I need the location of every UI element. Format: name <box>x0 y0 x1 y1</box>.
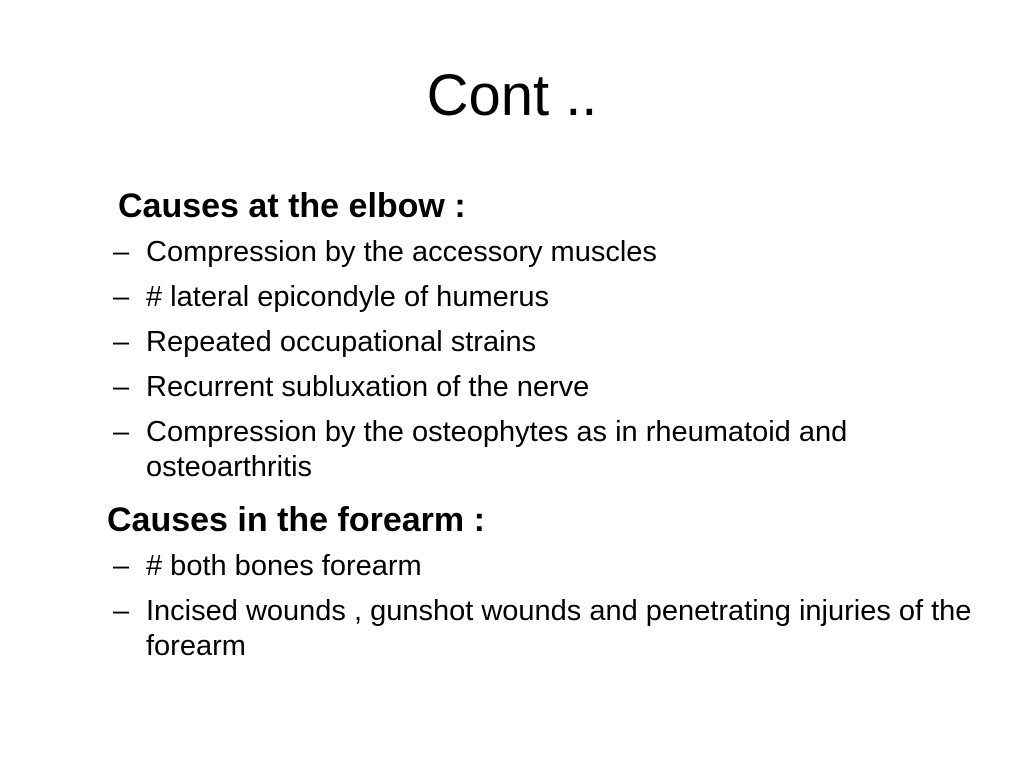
list-item-text: # both bones forearm <box>146 550 422 582</box>
list-item <box>113 235 973 270</box>
forearm-causes-list <box>113 549 973 674</box>
list-item-text: # lateral epicondyle of humerus <box>146 281 550 313</box>
dash-bullet-icon: – <box>113 371 130 403</box>
dash-bullet-icon: – <box>113 550 130 582</box>
dash-bullet-icon: – <box>113 326 130 358</box>
list-item <box>113 415 973 485</box>
list-item-text: Incised wounds , gunshot wounds and penetrating injuries of the forearm <box>146 595 972 662</box>
list-item <box>113 594 973 664</box>
elbow-causes-list <box>113 235 973 495</box>
dash-bullet-icon: – <box>113 416 130 448</box>
dash-bullet-icon: – <box>113 281 130 313</box>
list-item-text: Repeated occupational strains <box>146 326 537 358</box>
list-item-text: Compression by the accessory muscles <box>146 236 657 268</box>
dash-bullet-icon: – <box>113 595 130 627</box>
list-item <box>113 325 973 360</box>
list-item <box>113 549 973 584</box>
list-item <box>113 280 973 315</box>
section-heading-forearm: Causes in the forearm : <box>107 501 485 539</box>
list-item-text: Recurrent subluxation of the nerve <box>146 371 590 403</box>
dash-bullet-icon: – <box>113 236 130 268</box>
list-item-text: Compression by the osteophytes as in rheumatoid and osteoarthritis <box>146 416 848 483</box>
slide-title: Cont .. <box>426 63 598 128</box>
section-heading-elbow: Causes at the elbow : <box>118 187 466 225</box>
list-item <box>113 370 973 405</box>
